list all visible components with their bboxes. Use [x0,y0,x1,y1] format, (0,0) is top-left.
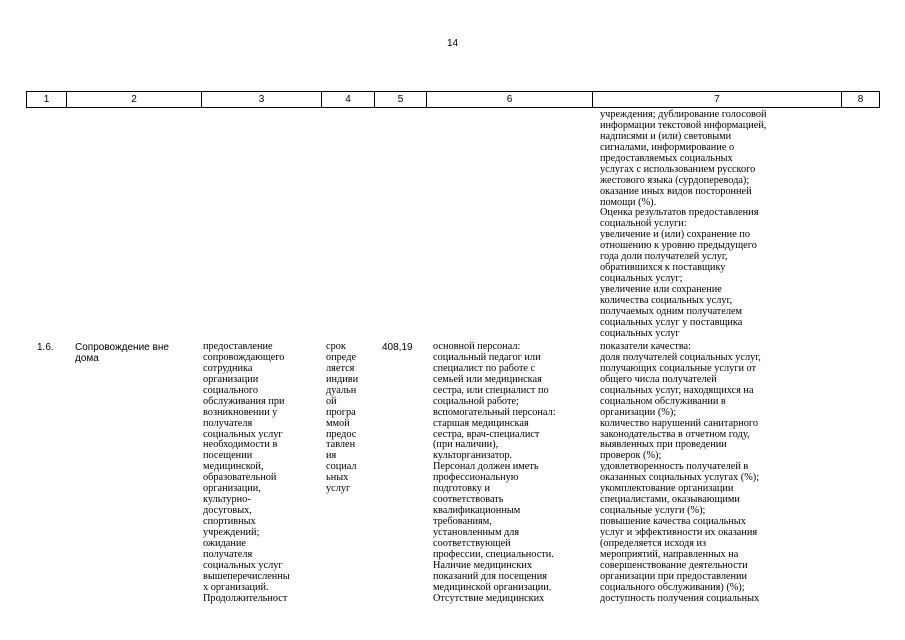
text-line: сопровождающего [203,351,285,363]
text-line: отношению к уровню предыдущего [600,240,757,252]
text-line: социальных услуг [600,327,680,339]
text-line: законодательства в отчетном году, [600,428,750,440]
text-line: надписями и (или) световыми [600,130,732,142]
text-line: показаний для посещения [433,570,547,582]
text-line: общего числа получателей [600,373,717,385]
text-line: ьных [326,472,349,484]
text-line: досуговых, [203,505,252,517]
text-line: медицинской организации. [433,581,552,593]
text-line: оказание иных видов посторонней [600,185,752,197]
column-number-2: 2 [67,92,202,107]
text-line: социальном обслуживании в [600,395,726,407]
text-line: увеличение или сохранение [600,284,722,295]
quality-indicators-cell [600,342,761,605]
text-line: количества социальных услуг, [600,294,733,306]
text-line: услугах с использованием русского [600,163,756,175]
text-line: увеличение и (или) сохранение по [600,229,750,241]
text-line: информации текстовой информацией, [600,119,767,131]
text-line: социального обслуживания) (%); [600,581,745,593]
text-line: тавлен [326,439,356,451]
text-line: социальной услуги: [600,218,687,230]
service-name-cell [75,342,169,364]
text-line: повышение качества социальных [600,516,746,527]
text-line: х организаций. [203,581,269,593]
text-line: подготовку и [433,483,491,495]
column-number-header [26,91,880,108]
text-line: (определяется исходя из [600,537,707,549]
text-line: квалификационным [433,505,521,517]
text-line: укомплектование организации [600,483,734,495]
text-line: предоставляемых социальных [600,152,733,164]
text-line: получателя [203,548,253,560]
text-line: профессиональную [433,472,519,484]
text-line: социальных услуг [203,559,283,571]
text-line: социальный педагог или [433,351,541,363]
text-line: Персонал должен иметь [433,461,539,473]
page-number: 14 [446,38,459,49]
text-line: дома [75,353,99,364]
text-line: оказанных социальных услугах (%); [600,472,760,484]
text-line: сестра, или специалист по [433,384,549,396]
text-line: года доли получателей услуг, [600,251,728,263]
text-line: вспомогательный персонал: [433,406,556,418]
column-number-3: 3 [202,92,322,107]
text-line: социал [326,461,357,473]
column-number-1: 1 [27,92,67,107]
text-line: сестра, врач-специалист [433,428,540,440]
text-line: основной персонал: [433,341,521,352]
text-line: семьей или медицинская [433,373,542,385]
text-line: посещении [203,450,253,462]
text-line: обратившихся к поставщику [600,262,726,274]
text-line: мероприятий, направленных на [600,548,739,560]
text-line: жестового языка (сурдоперевода); [600,174,750,186]
text-line: социальных услуг, находящихся на [600,384,754,396]
text-line: ой [326,395,337,407]
text-line: социальные услуги (%); [600,505,706,517]
text-line: организации (%); [600,406,677,418]
text-line: социальных услуг; [600,273,683,285]
text-line: культурно- [203,494,251,506]
text-line: проверок (%); [600,450,662,462]
text-line: (при наличии), [433,439,499,451]
text-line: профессии, специальности. [433,548,554,560]
text-line: организации, [203,483,261,495]
text-line: индиви [326,373,359,385]
column-number-4: 4 [322,92,375,107]
text-line: ия [326,450,337,462]
text-line: образовательной [203,472,277,484]
column-number-6: 6 [427,92,593,107]
text-line: спортивных [203,516,256,527]
continuation-quality-cell [600,110,767,340]
text-line: получателя [203,417,253,429]
text-line: получающих социальные услуги от [600,362,757,374]
text-line: Оценка результатов предоставления [600,207,759,219]
text-line: помощи (%). [600,196,657,208]
text-line: социальных услуг у поставщика [600,316,743,328]
text-line: удовлетворенность получателей в [600,461,749,473]
text-line: ммой [326,417,350,429]
service-description-cell [203,342,290,605]
text-line: Наличие медицинских [433,559,533,571]
text-line: Сопровождение вне [75,342,169,353]
text-line: учреждений; [203,526,260,538]
staff-requirements-cell [433,342,556,605]
text-line: количество нарушений санитарного [600,417,758,429]
row-number: 1.6. [37,342,54,353]
column-number-7: 7 [593,92,842,107]
text-line: требованиям, [433,516,492,527]
text-line: ляется [326,362,355,374]
text-line: медицинской, [203,461,264,473]
column-number-5: 5 [375,92,427,107]
text-line: обслуживания при [203,395,285,407]
text-line: сигналами, информирование о [600,141,735,153]
text-line: возникновении у [203,406,278,418]
text-line: срок [326,341,346,352]
text-line: услуг [326,483,351,495]
text-line: соответствующей [433,537,511,549]
text-line: ожидание [203,537,246,549]
text-line: организации [203,373,259,385]
text-line: програ [326,406,356,418]
text-line: специалистами, оказывающими [600,494,740,506]
text-line: выявленных при проведении [600,439,727,451]
text-line: вышеперечисленны [203,570,290,582]
text-line: опреде [326,351,357,363]
text-line: совершенствование деятельности [600,559,748,571]
text-line: Продолжительност [203,592,288,604]
service-term-cell [326,342,358,495]
text-line: сотрудника [203,362,253,374]
text-line: доля получателей социальных услуг, [600,351,761,363]
text-line: социальных услуг [203,428,283,440]
text-line: предос [326,428,357,440]
text-line: культорганизатор. [433,450,513,462]
text-line: получаемых одним получателем [600,305,743,317]
text-line: специалист по работе с [433,362,536,374]
text-line: старшая медицинская [433,417,529,429]
text-line: организации при предоставлении [600,570,748,582]
text-line: дуальн [326,384,357,396]
service-price: 408,19 [382,342,413,353]
text-line: предоставление [203,341,273,352]
text-line: необходимости в [203,439,278,451]
column-number-8: 8 [857,94,864,105]
text-line: соответствовать [433,494,504,506]
text-line: Отсутствие медицинских [433,592,545,604]
text-line: учреждения; дублирование голосовой [600,109,767,120]
text-line: услуг и эффективности их оказания [600,526,758,538]
text-line: социального [203,384,259,396]
text-line: доступность получения социальных [600,592,760,604]
text-line: социальной работе; [433,395,519,407]
text-line: показатели качества: [600,341,691,352]
text-line: установленным для [433,526,520,538]
